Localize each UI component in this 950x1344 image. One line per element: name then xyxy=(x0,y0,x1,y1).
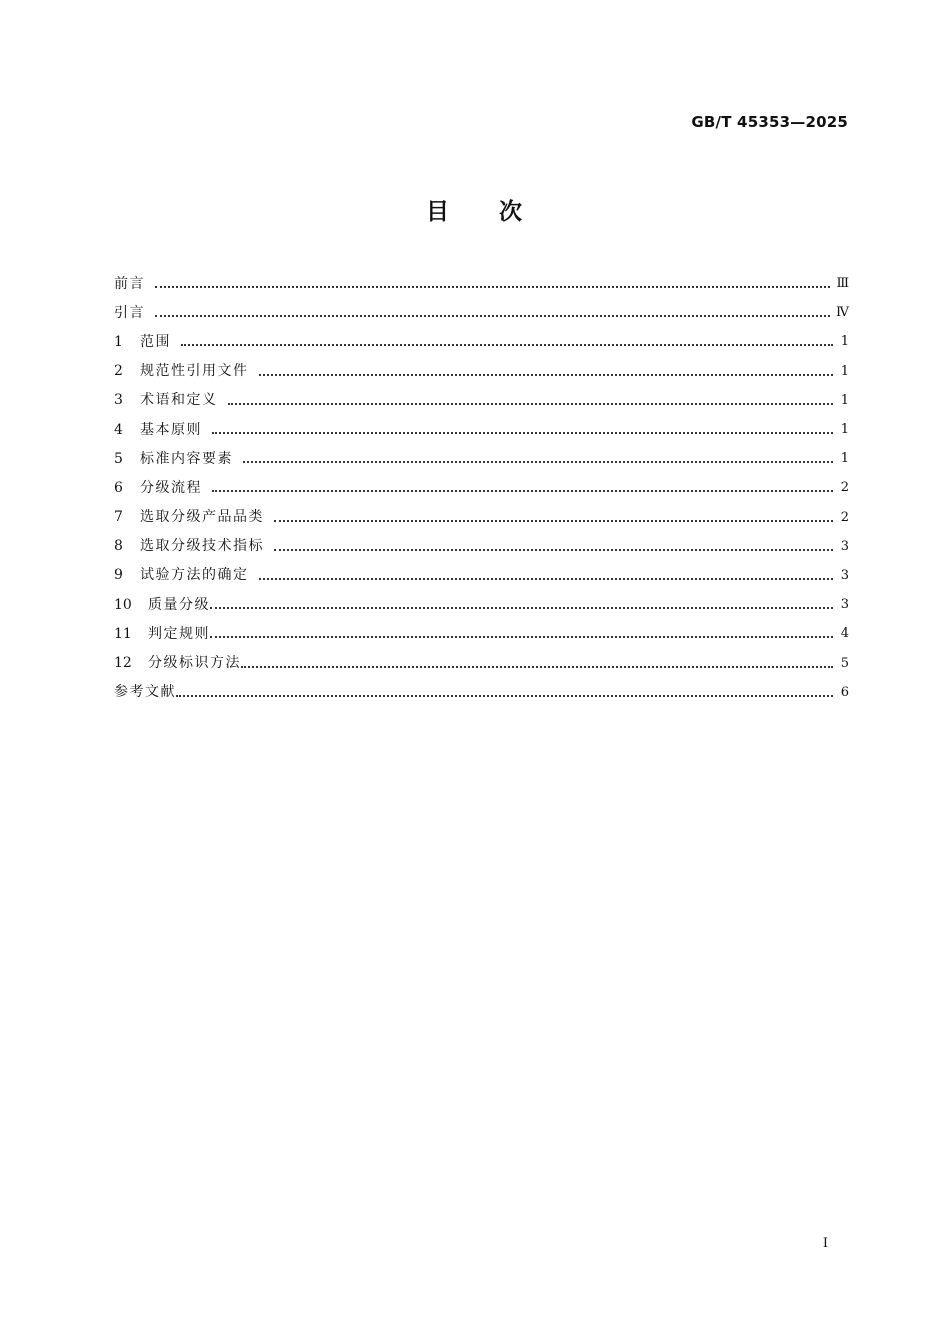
toc-entry-technical-indicators[interactable] xyxy=(114,532,849,561)
toc-entry-label: 试验方法的确定 xyxy=(140,567,249,584)
toc-entry-page: 5 xyxy=(840,655,849,671)
toc-entry-number: 4 xyxy=(114,421,123,438)
toc-leader-dots xyxy=(212,489,833,492)
toc-entry-page: 4 xyxy=(840,626,849,642)
toc-entry-page: 3 xyxy=(840,538,849,554)
document-code: GB/T 45353—2025 xyxy=(691,113,848,131)
toc-entry-number: 9 xyxy=(114,567,123,584)
toc-entry-page: 1 xyxy=(840,363,849,379)
toc-entry-introduction[interactable] xyxy=(114,298,849,327)
toc-entry-label: 前言 xyxy=(114,275,145,292)
toc-entry-terms-definitions[interactable] xyxy=(114,386,849,415)
toc-entry-page: Ⅲ xyxy=(836,276,849,292)
toc-entry-label: 分级标识方法 xyxy=(148,655,241,672)
toc-entry-page: 1 xyxy=(840,392,849,408)
toc-title xyxy=(0,193,950,226)
toc-title-right: 次 xyxy=(499,199,524,225)
toc-entry-product-categories[interactable] xyxy=(114,503,849,532)
toc-entry-label: 分级流程 xyxy=(140,479,202,496)
toc-list xyxy=(114,269,849,707)
toc-title-left: 目 xyxy=(426,199,451,225)
toc-entry-label: 标准内容要素 xyxy=(140,450,233,467)
toc-entry-number: 2 xyxy=(114,363,123,380)
toc-leader-dots xyxy=(176,694,833,697)
toc-entry-label: 范围 xyxy=(140,333,171,350)
toc-entry-bibliography[interactable] xyxy=(114,678,849,707)
toc-entry-scope[interactable] xyxy=(114,327,849,356)
toc-entry-page: 3 xyxy=(840,597,849,613)
toc-entry-test-methods[interactable] xyxy=(114,561,849,590)
toc-entry-label: 术语和定义 xyxy=(140,392,218,409)
toc-entry-number: 11 xyxy=(114,625,132,642)
toc-entry-page: 2 xyxy=(840,480,849,496)
toc-entry-foreword[interactable] xyxy=(114,269,849,298)
toc-leader-dots xyxy=(274,519,833,522)
toc-leader-dots xyxy=(243,460,833,463)
toc-entry-number: 3 xyxy=(114,392,123,409)
toc-entry-quality-grading[interactable] xyxy=(114,590,849,619)
toc-entry-normative-references[interactable] xyxy=(114,357,849,386)
toc-entry-label: 判定规则 xyxy=(148,625,210,642)
toc-entry-number: 1 xyxy=(114,333,123,350)
toc-entry-label: 基本原则 xyxy=(140,421,202,438)
toc-leader-dots xyxy=(241,665,833,668)
toc-leader-dots xyxy=(259,373,834,376)
toc-entry-grading-process[interactable] xyxy=(114,473,849,502)
toc-entry-page: 1 xyxy=(840,451,849,467)
toc-entry-label: 质量分级 xyxy=(148,596,210,613)
toc-entry-page: 1 xyxy=(840,422,849,438)
toc-entry-page: Ⅳ xyxy=(836,305,849,321)
toc-leader-dots xyxy=(274,548,833,551)
toc-entry-number: 8 xyxy=(114,538,123,555)
toc-leader-dots xyxy=(259,577,834,580)
toc-entry-page: 3 xyxy=(840,567,849,583)
toc-leader-dots xyxy=(181,343,833,346)
toc-leader-dots xyxy=(155,285,830,288)
toc-entry-judgment-rules[interactable] xyxy=(114,619,849,648)
toc-entry-number: 6 xyxy=(114,479,123,496)
toc-entry-number: 5 xyxy=(114,450,123,467)
toc-entry-page: 2 xyxy=(840,509,849,525)
toc-entry-labeling-methods[interactable] xyxy=(114,648,849,677)
page-number: Ⅰ xyxy=(822,1236,828,1251)
toc-entry-content-elements[interactable] xyxy=(114,444,849,473)
toc-entry-number: 12 xyxy=(114,655,132,672)
toc-leader-dots xyxy=(212,431,833,434)
toc-entry-number: 10 xyxy=(114,596,132,613)
toc-entry-label: 引言 xyxy=(114,304,145,321)
toc-entry-label: 参考文献 xyxy=(114,684,176,701)
toc-leader-dots xyxy=(210,606,833,609)
toc-entry-page: 1 xyxy=(840,334,849,350)
toc-entry-number: 7 xyxy=(114,509,123,526)
toc-leader-dots xyxy=(210,635,833,638)
toc-entry-label: 规范性引用文件 xyxy=(140,363,249,380)
toc-entry-label: 选取分级技术指标 xyxy=(140,538,264,555)
toc-leader-dots xyxy=(155,314,830,317)
toc-leader-dots xyxy=(228,402,834,405)
toc-entry-page: 6 xyxy=(840,684,849,700)
toc-entry-label: 选取分级产品品类 xyxy=(140,509,264,526)
toc-entry-basic-principles[interactable] xyxy=(114,415,849,444)
